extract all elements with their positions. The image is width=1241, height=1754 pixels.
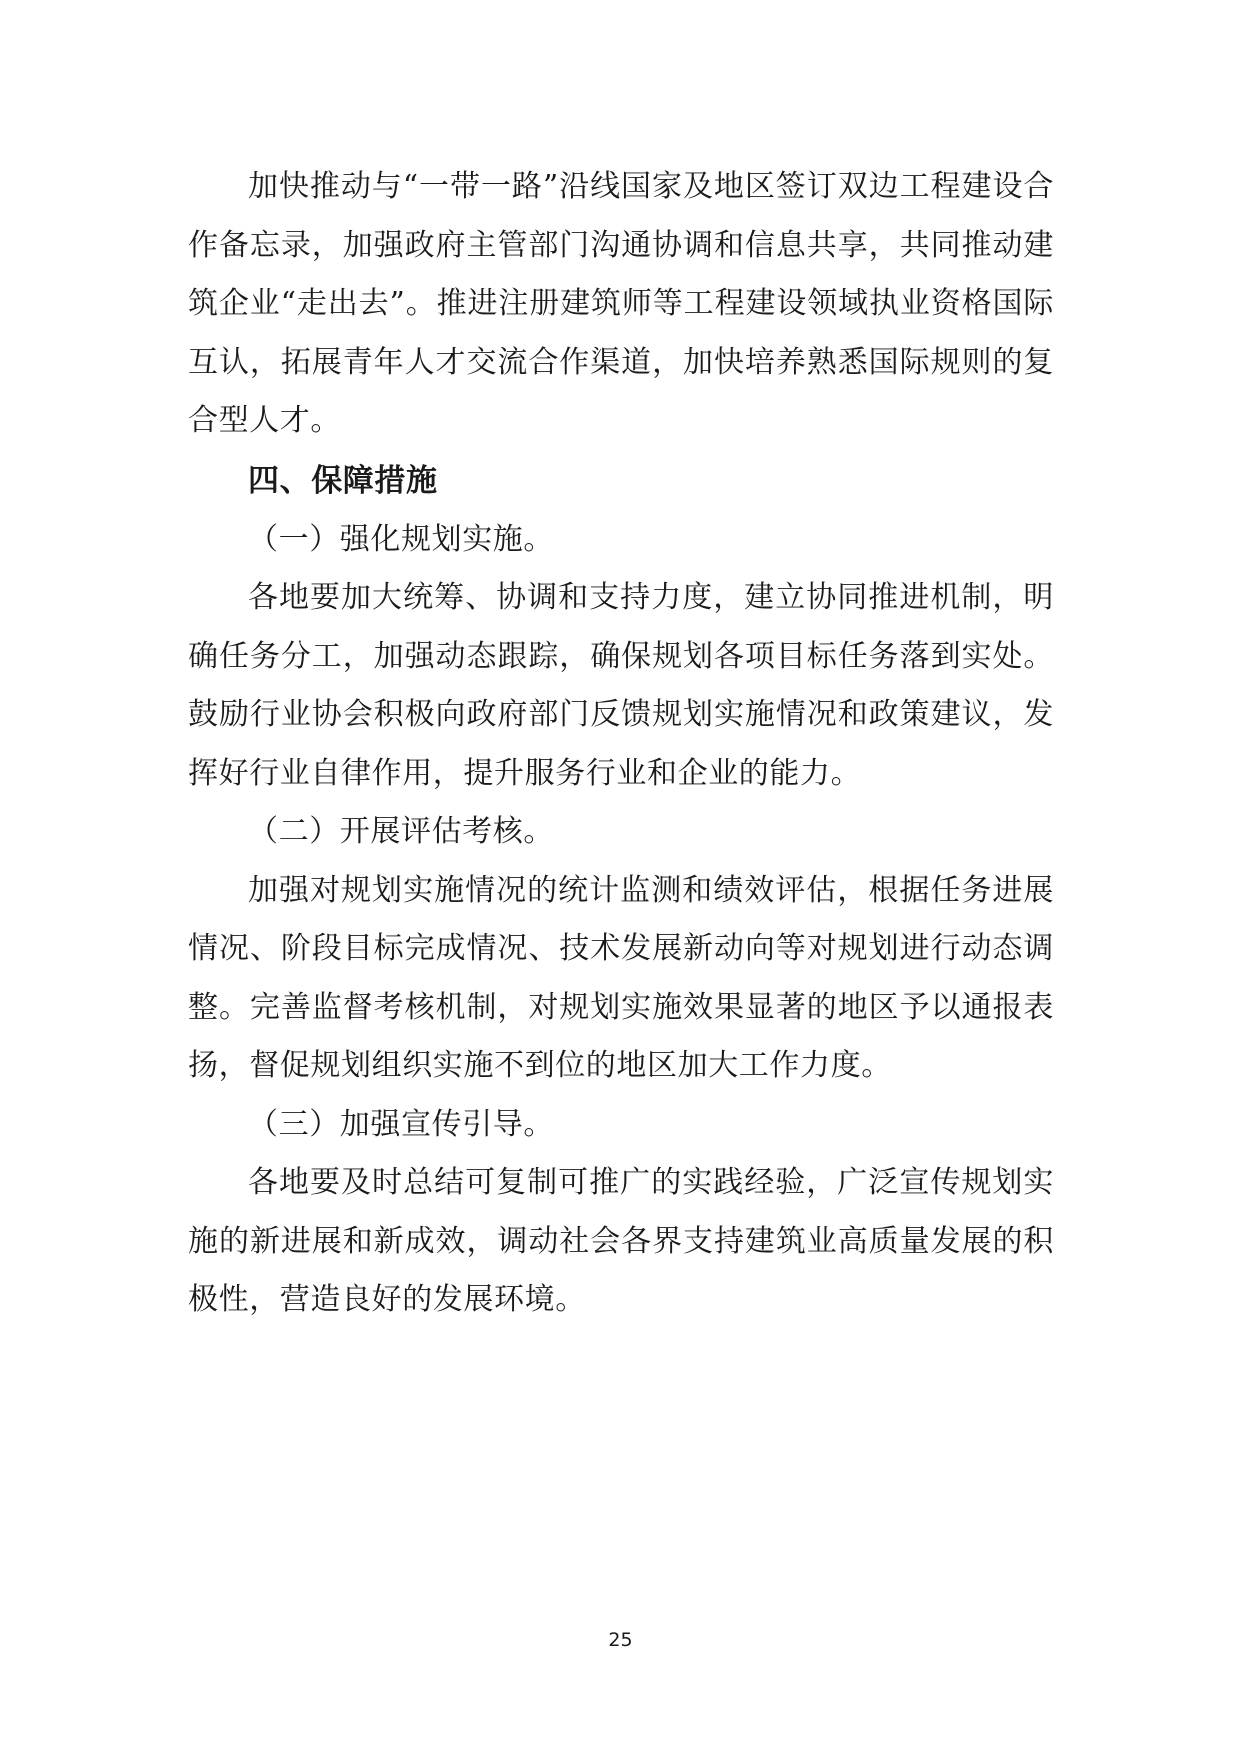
page-body	[188, 158, 1054, 1330]
subheading-plan-implementation: （一）强化规划实施。	[248, 521, 554, 557]
paragraph-plan-implementation: 各地要加大统筹、协调和支持力度，建立协同推进机制，明确任务分工，加强动态跟踪，确保规划各项目标任务落到实处。鼓励行业协会积极向政府部门反馈规划实施情况和政策建议，发挥好行业自律作用，提升服务行业和企业的能力。	[188, 580, 1054, 791]
subheading-evaluation: （二）开展评估考核。	[248, 814, 554, 849]
section-heading-safeguards: 四、保障措施	[248, 462, 438, 499]
paragraph-publicity: 各地要及时总结可复制可推广的实践经验，广泛宣传规划实施的新进展和新成效，调动社会各界支持建筑业高质量发展的积极性，营造良好的发展环境。	[188, 1165, 1054, 1317]
subheading-publicity: （三）加强宣传引导。	[248, 1106, 554, 1142]
paragraph-international-cooperation: 加快推动与“一带一路”沿线国家及地区签订双边工程建设合作备忘录，加强政府主管部门沟通协调和信息共享，共同推动建筑企业“走出去”。推进注册建筑师等工程建设领域执业资格国际互认，拓展青年人才交流合作渠道，加快培养熟悉国际规则的复合型人才。	[188, 169, 1054, 438]
paragraph-evaluation: 加强对规划实施情况的统计监测和绩效评估，根据任务进展情况、阶段目标完成情况、技术发展新动向等对规划进行动态调整。完善监督考核机制，对规划实施效果显著的地区予以通报表扬，督促规划组织实施不到位的地区加大工作力度。	[188, 872, 1054, 1083]
page-number: 25	[608, 1629, 633, 1651]
